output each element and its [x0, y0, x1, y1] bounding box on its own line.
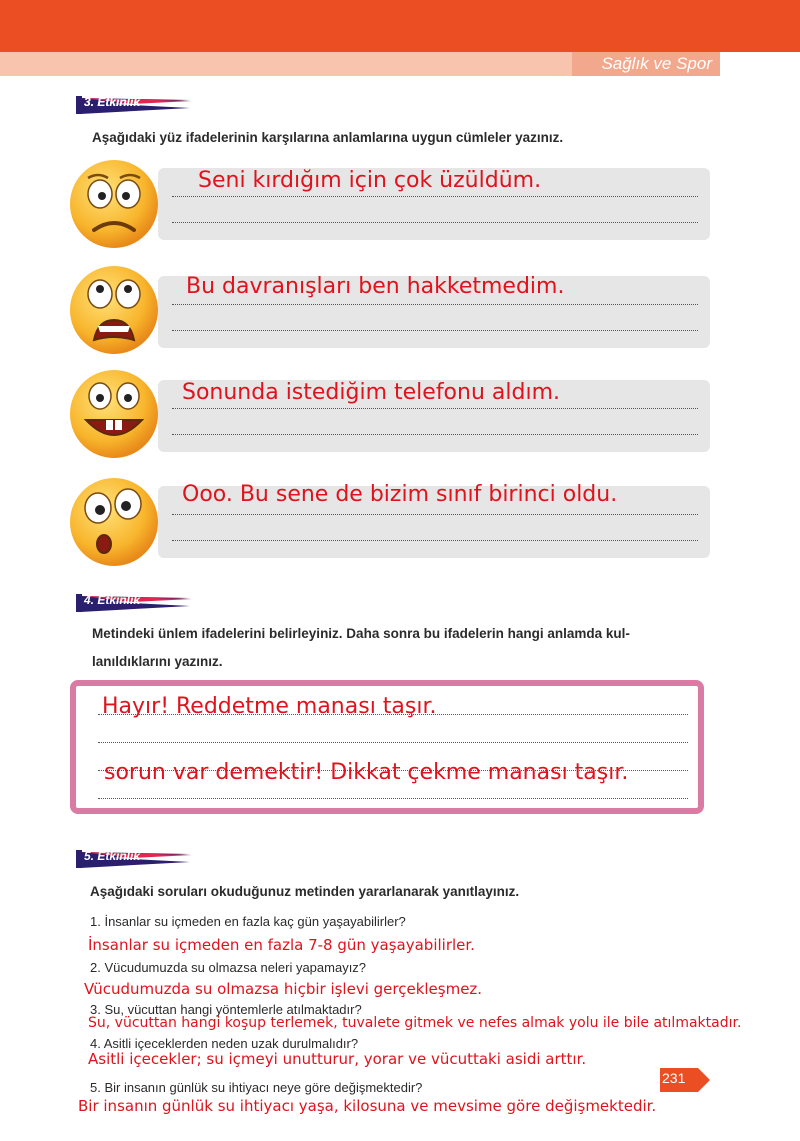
answer-q4[interactable]: Asitli içecekler; su içmeyi unutturur, yorar ve vücuttaki asidi arttır. [88, 1050, 587, 1068]
answer-2[interactable]: Bu davranışları ben hakketmedim. [186, 274, 565, 299]
section-title: Sağlık ve Spor [601, 54, 712, 73]
activity-5-instruction: Aşağıdaki soruları okuduğunuz metinden yararlanarak yanıtlayınız. [90, 884, 520, 899]
answer-q3[interactable]: Su, vücuttan hangi koşup terlemek, tuvalete gitmek ve nefes almak yolu ile bile atılmaktadır. [88, 1015, 742, 1031]
answer-3[interactable]: Sonunda istediğim telefonu aldım. [182, 380, 560, 405]
activity-4-instruction-line1: Metindeki ünlem ifadelerini belirleyiniz. Daha sonra bu ifadelerin hangi anlamda kul- [92, 626, 630, 641]
activity-4-answer-2[interactable]: sorun var demektir! Dikkat çekme manası taşır. [104, 760, 629, 785]
question-1: 1. İnsanlar su içmeden en fazla kaç gün yaşayabilirler? [90, 914, 406, 929]
worried-face-icon [68, 158, 160, 250]
shocked-face-icon [68, 264, 160, 356]
activity-5-label: 5. Etkinlik [72, 846, 196, 870]
activity-3-label: 3. Etkinlik [72, 92, 196, 116]
answer-q1[interactable]: İnsanlar su içmeden en fazla 7-8 gün yaşayabilirler. [88, 936, 475, 954]
grinning-face-icon [68, 368, 160, 460]
answer-q5[interactable]: Bir insanın günlük su ihtiyacı yaşa, kilosuna ve mevsime göre değişmektedir. [78, 1097, 657, 1115]
activity-4-label: 4. Etkinlik [72, 590, 196, 614]
page-number: 231 [662, 1070, 686, 1086]
answer-q2[interactable]: Vücudumuzda su olmazsa hiçbir işlevi gerçekleşmez. [84, 980, 483, 998]
surprised-face-icon [68, 476, 160, 568]
activity-4-instruction-line2: lanıldıklarını yazınız. [92, 654, 223, 669]
answer-4[interactable]: Ooo. Bu sene de bizim sınıf birinci oldu. [182, 482, 618, 507]
question-3: 3. Su, vücuttan hangi yöntemlerle atılmaktadır? [90, 1002, 362, 1017]
question-5: 5. Bir insanın günlük su ihtiyacı neye göre değişmektedir? [90, 1080, 423, 1095]
activity-4-answer-1[interactable]: Hayır! Reddetme manası taşır. [102, 694, 437, 719]
answer-1[interactable]: Seni kırdığım için çok üzüldüm. [198, 168, 542, 193]
question-4: 4. Asitli içeceklerden neden uzak durulmalıdır? [90, 1036, 359, 1051]
header-bar [0, 0, 800, 52]
activity-3-instruction: Aşağıdaki yüz ifadelerinin karşılarına anlamlarına uygun cümleler yazınız. [92, 130, 564, 145]
question-2: 2. Vücudumuzda su olmazsa neleri yapamayız? [90, 960, 367, 975]
